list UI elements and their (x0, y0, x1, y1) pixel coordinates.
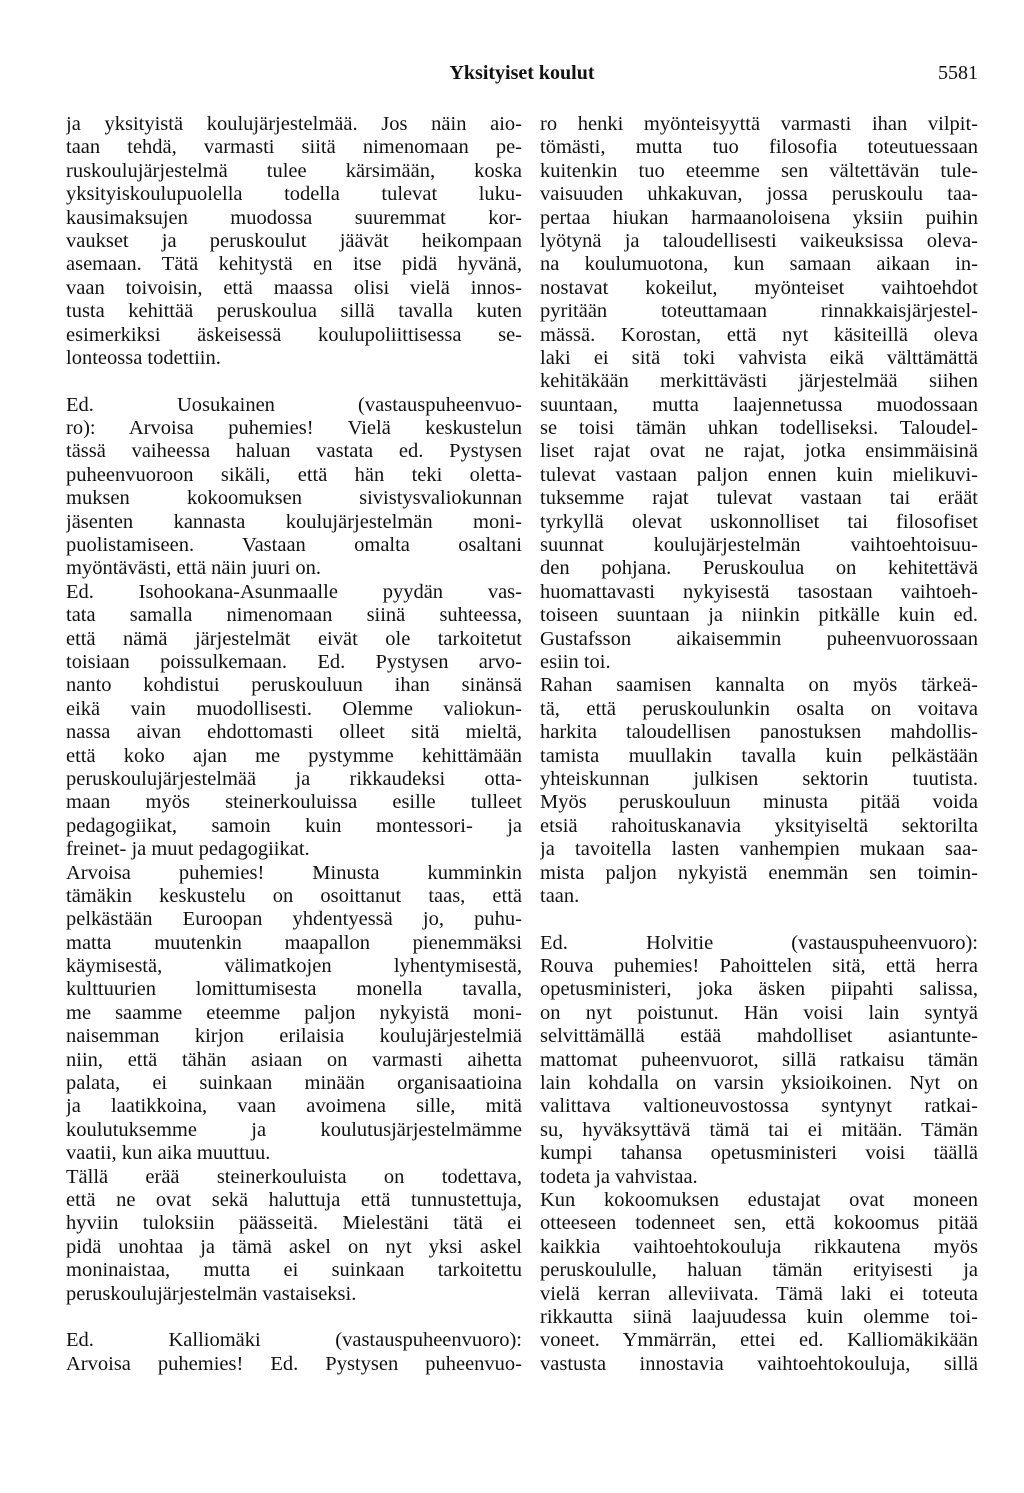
text-line: esimerkiksi äskeisessä koulupoliittisessa se- (66, 323, 522, 346)
text-line: Gustafsson aikaisemmin puheenvuorossaan (540, 627, 978, 650)
text-line: tulevat vastaan paljon ennen kuin mielikuvi- (540, 463, 978, 486)
text-line: tamista muullakin tavalla kuin pelkästään (540, 744, 978, 767)
text-line: freinet- ja muut pedagogiikat. (66, 838, 310, 861)
page-header (66, 62, 978, 92)
text-line: myöntävästi, että näin juuri on. (66, 557, 322, 580)
text-line: selvittämällä estää mahdolliset asiantunte- (540, 1025, 978, 1048)
text-line: nassa aivan ehdottomasti olleet sitä mieltä, (66, 721, 522, 744)
text-line: suuntaan, mutta laajennetussa muodossaan (540, 393, 978, 416)
text-line: tusta kehittää peruskoulua sillä tavalla kuten (66, 300, 522, 323)
text-line: yksityiskoulupuolella todella tulevat luku- (66, 183, 522, 206)
text-line: puolistamiseen. Vastaan omalta osaltani (66, 534, 522, 557)
text-line: pertaa hiukan harmaanoloisena yksiin puihin (540, 206, 978, 229)
text-line: käymisestä, välimatkojen lyhentymisestä, (66, 955, 522, 978)
text-line: Arvoisa puhemies! Ed. Pystysen puheenvuo- (66, 1352, 522, 1375)
text-line: tyrkyllä olevat uskonnolliset tai filosofiset (540, 510, 978, 533)
text-line: peruskoulujärjestelmää ja rikkaudeksi otta- (66, 767, 522, 790)
text-line: tässä vaiheessa haluan vastata ed. Pystysen (66, 440, 522, 463)
right-column (540, 113, 978, 1376)
text-line: lyötynä ja taloudellisesti vaikeuksissa oleva- (540, 229, 978, 252)
text-line: matta muutenkin maapallon pienemmäksi (66, 931, 522, 954)
text-line: mista paljon nykyistä enemmän sen toimin- (540, 861, 978, 884)
text-line: kulttuurien lomittumisesta monella tavalla, (66, 978, 522, 1001)
text-line: taan. (540, 884, 580, 907)
text-line: vielä kerran alleviivata. Tämä laki ei toteuta (540, 1282, 978, 1305)
text-line: moninaistaa, mutta ei suinkaan tarkoitettu (66, 1259, 522, 1282)
text-line: vaisuuden uhkakuvan, jossa peruskoulu taa- (540, 183, 978, 206)
text-line: vaan toivoisin, että maassa olisi vielä innos- (66, 276, 522, 299)
text-line: huomattavasti nykyisestä tasostaan vaihtoeh- (540, 580, 978, 603)
page-number: 5581 (938, 62, 978, 84)
text-line: Tällä erää steinerkouluista on todettava, (66, 1165, 522, 1188)
text-line: opetusministeri, joka äsken piipahti salissa, (540, 978, 978, 1001)
text-line: na koulumuotona, kun samaan aikaan in- (540, 253, 978, 276)
text-line: Myös peruskouluun minusta pitää voida (540, 791, 978, 814)
text-line: esiin toi. (540, 650, 611, 673)
text-line: ro): Arvoisa puhemies! Vielä keskustelun (66, 417, 522, 440)
text-line: mattomat puheenvuorot, sillä ratkaisu tämän (540, 1048, 978, 1071)
text-line: pidä unohtaa ja tämä askel on nyt yksi askel (66, 1235, 522, 1258)
text-line: Arvoisa puhemies! Minusta kumminkin (66, 861, 522, 884)
text-line: pedagogiikat, samoin kuin montessori- ja (66, 814, 522, 837)
text-line: Ed. Holvitie (vastauspuheenvuoro): (540, 931, 978, 954)
text-line: nostavat kokeilut, myönteiset vaihtoehdot (540, 276, 978, 299)
text-line: rikkautta siinä laajuudessa kuin olemme toi- (540, 1305, 978, 1328)
text-line: pyritään toteuttamaan rinnakkaisjärjestel- (540, 300, 978, 323)
text-line: eikä vain muodollisesti. Olemme valiokun- (66, 697, 522, 720)
text-line: me saamme eteemme paljon nykyistä moni- (66, 1001, 522, 1024)
text-line: den pohjana. Peruskoulua on kehitettävä (540, 557, 978, 580)
text-line: kausimaksujen muodossa suuremmat kor- (66, 206, 522, 229)
text-line: ja laatikkoina, vaan avoimena sille, mitä (66, 1095, 522, 1118)
running-title: Yksityiset koulut (449, 62, 595, 84)
text-line: toisiaan poissulkemaan. Ed. Pystysen arvo- (66, 650, 522, 673)
text-line: otteeseen todenneet sen, että kokoomus pitää (540, 1212, 978, 1235)
paragraph-gap (66, 1306, 522, 1329)
text-line: tä, että peruskoulunkin osalta on voitava (540, 697, 978, 720)
text-line: lonteossa todettiin. (66, 346, 221, 369)
text-line: kehitäkään merkittävästi järjestelmää siihen (540, 370, 978, 393)
text-line: suunnat koulujärjestelmän vaihtoehtoisuu- (540, 534, 978, 557)
text-line: vastusta innostavia vaihtoehtokouluja, sillä (540, 1352, 978, 1375)
text-line: on nyt poistunut. Hän voisi lain syntyä (540, 1001, 978, 1024)
text-line: koulutuksemme ja koulutusjärjestelmämme (66, 1118, 522, 1141)
paragraph-gap (66, 370, 522, 393)
text-line: hyviin tuloksiin päässeitä. Mielestäni tätä ei (66, 1212, 522, 1235)
text-line: su, hyväksyttävä tämä tai ei mitään. Tämän (540, 1118, 978, 1141)
text-line: tämäkin keskustelu on osoittanut taas, että (66, 884, 522, 907)
text-line: Ed. Isohookana-Asunmaalle pyydän vas- (66, 580, 522, 603)
text-line: vaukset ja peruskoulut jäävät heikompaan (66, 229, 522, 252)
text-line: ro henki myönteisyyttä varmasti ihan vilpit- (540, 113, 978, 135)
text-line: pelkästään Euroopan yhdentyessä jo, puhu- (66, 908, 522, 931)
text-line: taan tehdä, varmasti siitä nimenomaan pe- (66, 136, 522, 159)
text-line: kumpi tahansa opetusministeri voisi täällä (540, 1142, 978, 1165)
text-line: muksen kokoomuksen sivistysvaliokunnan (66, 487, 522, 510)
text-line: palata, ei suinkaan minään organisaatioina (66, 1072, 522, 1095)
text-line: puheenvuoroon sikäli, että hän teki oletta- (66, 463, 522, 486)
text-line: kaikkia vaihtoehtokouluja rikkautena myös (540, 1235, 978, 1258)
text-line: tuksemme rajat tulevat vastaan tai eräät (540, 487, 978, 510)
text-line: vaatii, kun aika muuttuu. (66, 1142, 271, 1165)
text-line: toiseen suuntaan ja niinkin pitkälle kuin ed. (540, 604, 978, 627)
text-line: että ne ovat sekä haluttuja että tunnustettuja, (66, 1188, 522, 1211)
text-line: Kun kokoomuksen edustajat ovat moneen (540, 1188, 978, 1211)
text-line: tata samalla nimenomaan siinä suhteessa, (66, 604, 522, 627)
left-column (66, 113, 522, 1376)
paragraph-gap (540, 908, 978, 931)
text-line: harkita taloudellisen panostuksen mahdollis- (540, 721, 978, 744)
text-line: voneet. Ymmärrän, ettei ed. Kalliomäkikään (540, 1329, 978, 1352)
text-line: peruskoulujärjestelmän vastaiseksi. (66, 1282, 357, 1305)
text-line: tömästi, mutta tuo filosofia toteutuessaan (540, 136, 978, 159)
text-line: valittava valtioneuvostossa syntynyt ratkai- (540, 1095, 978, 1118)
text-line: jäsenten kannasta koulujärjestelmän moni- (66, 510, 522, 533)
text-line: nanto kohdistui peruskouluun ihan sinänsä (66, 674, 522, 697)
text-line: Rouva puhemies! Pahoittelen sitä, että herra (540, 955, 978, 978)
text-line: se toisi tämän uhkan todelliseksi. Taloudel- (540, 417, 978, 440)
text-line: ruskoulujärjestelmä tulee kärsimään, koska (66, 159, 522, 182)
text-line: niin, että tähän asiaan on varmasti aihetta (66, 1048, 522, 1071)
text-line: ja tavoitella lasten vanhempien mukaan saa- (540, 838, 978, 861)
text-line: lain kohdalla on varsin yksioikoinen. Nyt on (540, 1072, 978, 1095)
text-line: että koko ajan me pystymme kehittämään (66, 744, 522, 767)
text-line: yhteiskunnan julkisen sektorin tuutista. (540, 767, 978, 790)
text-line: naisemman kirjon erilaisia koulujärjestelmiä (66, 1025, 522, 1048)
text-line: Ed. Kalliomäki (vastauspuheenvuoro): (66, 1329, 522, 1352)
text-line: kuitenkin tuo eteemme sen vältettävän tule- (540, 159, 978, 182)
text-line: Rahan saamisen kannalta on myös tärkeä- (540, 674, 978, 697)
text-line: peruskoululle, haluan tämän erityisesti ja (540, 1259, 978, 1282)
text-line: asemaan. Tätä kehitystä en itse pidä hyvänä, (66, 253, 522, 276)
text-line: että nämä järjestelmät eivät ole tarkoitetut (66, 627, 522, 650)
text-line: liset rajat ovat ne rajat, jotka ensimmäisinä (540, 440, 978, 463)
text-line: Ed. Uosukainen (vastauspuheenvuo- (66, 393, 522, 416)
text-line: ja yksityistä koulujärjestelmää. Jos näin aio- (66, 113, 522, 135)
text-line: laki ei sitä toki vahvista eikä välttämättä (540, 346, 978, 369)
text-line: mässä. Korostan, että nyt käsiteillä oleva (540, 323, 978, 346)
text-line: maan myös steinerkouluissa esille tulleet (66, 791, 522, 814)
text-line: todeta ja vahvistaa. (540, 1165, 698, 1188)
text-line: etsiä rahoituskanavia yksityiseltä sektorilta (540, 814, 978, 837)
